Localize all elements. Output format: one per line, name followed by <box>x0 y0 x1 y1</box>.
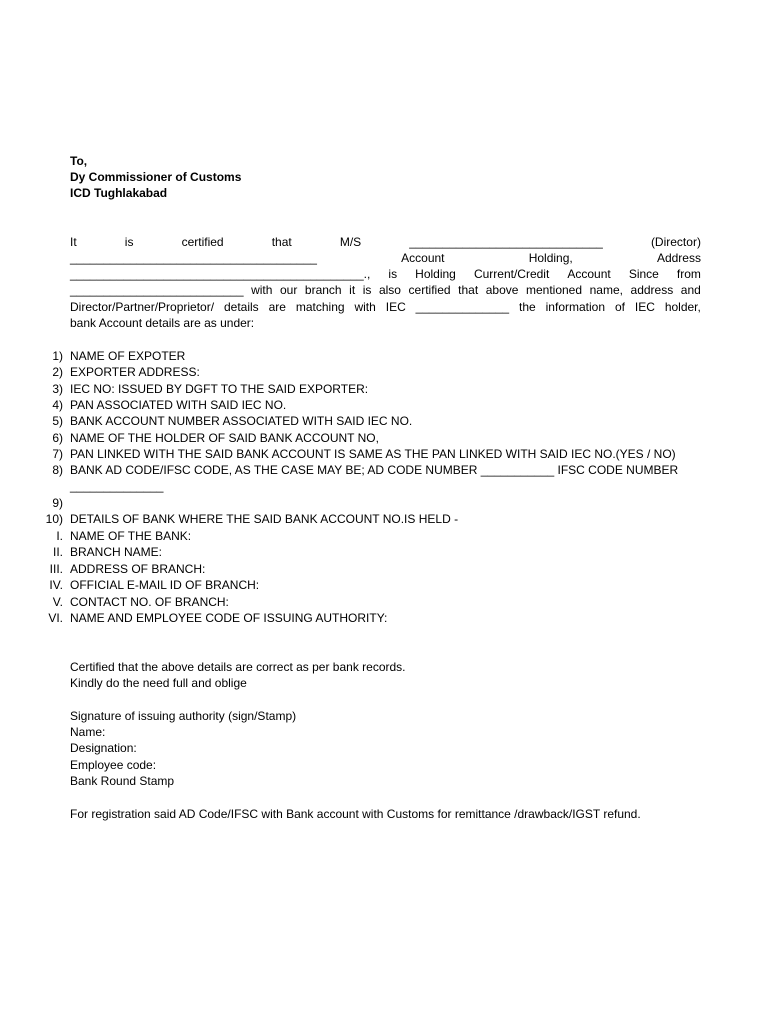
paragraph-line-1 <box>70 234 701 250</box>
list-item-number: 8) <box>52 463 63 478</box>
paragraph-line-6: bank Account details are as under: <box>70 316 255 330</box>
paragraph-word: certified <box>408 283 451 297</box>
paragraph-word: from <box>676 267 701 281</box>
paragraph-word: that <box>271 235 292 249</box>
list-item-number: 1) <box>52 349 63 363</box>
footer-note: For registration said AD Code/IFSC with Bank account with Customs for remittance /drawback/IGST refund. <box>70 807 641 821</box>
paragraph-word: branch <box>304 283 342 297</box>
list-item-number: 6) <box>52 430 63 445</box>
bank-detail-number: I. <box>56 529 63 543</box>
paragraph-word: above <box>485 283 519 297</box>
paragraph-word: with <box>251 283 273 297</box>
signature-designation: Designation: <box>70 741 137 755</box>
bank-detail-text: NAME OF THE BANK: <box>70 529 192 543</box>
list-item-text: NAME OF EXPOTER <box>70 349 186 363</box>
bank-detail-number: IV. <box>49 578 63 593</box>
list-item-text: BANK ACCOUNT NUMBER ASSOCIATED WITH SAID IEC NO. <box>70 414 413 429</box>
paragraph-word: holder, <box>664 300 701 314</box>
paragraph-word: Director/Partner/Proprietor/ <box>70 300 215 314</box>
list-item-text: NAME OF THE HOLDER OF SAID BANK ACCOUNT NO, <box>70 430 379 445</box>
bank-detail-text: ADDRESS OF BRANCH: <box>70 561 206 576</box>
list-item-number: 10) <box>45 512 63 526</box>
recipient-title: Dy Commissioner of Customs <box>70 170 242 184</box>
paragraph-line-3 <box>70 266 701 282</box>
paragraph-word: Address <box>656 251 701 265</box>
paragraph-word: Current/Credit <box>473 267 550 281</box>
paragraph-word: Holding <box>415 267 456 281</box>
paragraph-word: is <box>362 283 372 297</box>
list-item-number: 4) <box>52 397 63 412</box>
bank-detail-text: NAME AND EMPLOYEE CODE OF ISSUING AUTHORITY: <box>70 611 388 625</box>
paragraph-word: Since <box>628 267 659 281</box>
oblige-statement: Kindly do the need full and oblige <box>70 676 247 690</box>
paragraph-word: Account <box>567 267 611 281</box>
list-item-number: 7) <box>52 446 63 461</box>
paragraph-word: are <box>268 300 286 314</box>
paragraph-word: matching <box>295 300 345 314</box>
paragraph-word: is <box>124 235 134 249</box>
paragraph-word: It <box>70 235 77 249</box>
paragraph-word: Account <box>401 251 445 265</box>
salutation-to: To, <box>70 154 88 168</box>
paragraph-word: details <box>223 300 259 314</box>
paragraph-line-5 <box>70 299 701 315</box>
list-item-text: ______________ <box>70 479 164 494</box>
paragraph-word: of <box>614 300 625 314</box>
paragraph-word: IEC <box>634 300 655 314</box>
paragraph-word: it <box>349 283 356 297</box>
bank-detail-text: OFFICIAL E-MAIL ID OF BRANCH: <box>70 578 260 593</box>
paragraph-word: mentioned <box>525 283 583 297</box>
paragraph-word: also <box>378 283 401 297</box>
bank-detail-number: V. <box>52 594 63 609</box>
signature-employee-code: Employee code: <box>70 758 157 772</box>
bank-detail-text: BRANCH NAME: <box>70 545 163 560</box>
bank-detail-number: VI. <box>48 611 63 625</box>
list-item-number: 3) <box>52 381 63 396</box>
paragraph-line-2 <box>70 250 701 266</box>
paragraph-word: is <box>388 267 398 281</box>
paragraph-word: Holding, <box>528 251 573 265</box>
signature-title: Signature of issuing authority (sign/Stamp) <box>70 709 297 723</box>
paragraph-word: and <box>680 283 701 297</box>
bank-detail-number: III. <box>49 561 63 576</box>
paragraph-word: ______________ <box>415 300 510 314</box>
paragraph-line-4 <box>70 282 701 298</box>
paragraph-word: the <box>519 300 536 314</box>
paragraph-word: with <box>354 300 376 314</box>
list-item-text: PAN ASSOCIATED WITH SAID IEC NO. <box>70 397 287 412</box>
paragraph-word: that <box>458 283 479 297</box>
certification-statement: Certified that the above details are correct as per bank records. <box>70 660 406 674</box>
paragraph-word: name, <box>589 283 623 297</box>
list-item-text: IEC NO: ISSUED BY DGFT TO THE SAID EXPORTER: <box>70 381 369 396</box>
bank-detail-number: II. <box>52 545 63 560</box>
signature-name: Name: <box>70 725 106 739</box>
list-item-text: DETAILS OF BANK WHERE THE SAID BANK ACCOUNT NO.IS HELD - <box>70 512 459 526</box>
bank-detail-text: CONTACT NO. OF BRANCH: <box>70 594 229 609</box>
list-item-text: BANK AD CODE/IFSC CODE, AS THE CASE MAY BE; AD CODE NUMBER ___________ IFSC CODE NUMBER <box>70 463 679 478</box>
paragraph-word: address <box>630 283 674 297</box>
paragraph-word: M/S <box>339 235 362 249</box>
paragraph-word: __________________________ <box>70 283 244 297</box>
paragraph-word: ____________________________________________., <box>70 267 371 281</box>
paragraph-word: our <box>280 283 298 297</box>
list-item-number: 9) <box>52 495 63 510</box>
list-item-number: 5) <box>52 414 63 429</box>
paragraph-word: _____________________________________ <box>70 251 317 265</box>
list-item-text: PAN LINKED WITH THE SAID BANK ACCOUNT IS SAME AS THE PAN LINKED WITH SAID IEC NO.(YES / NO) <box>70 446 676 461</box>
paragraph-word: IEC <box>385 300 406 314</box>
paragraph-word: certified <box>181 235 224 249</box>
paragraph-word: (Director) <box>650 235 701 249</box>
paragraph-word: information <box>545 300 606 314</box>
list-item-number: 2) <box>52 365 63 380</box>
signature-stamp: Bank Round Stamp <box>70 774 175 788</box>
paragraph-word: _____________________________ <box>409 235 603 249</box>
recipient-location: ICD Tughlakabad <box>70 186 168 200</box>
list-item-text: EXPORTER ADDRESS: <box>70 365 200 380</box>
